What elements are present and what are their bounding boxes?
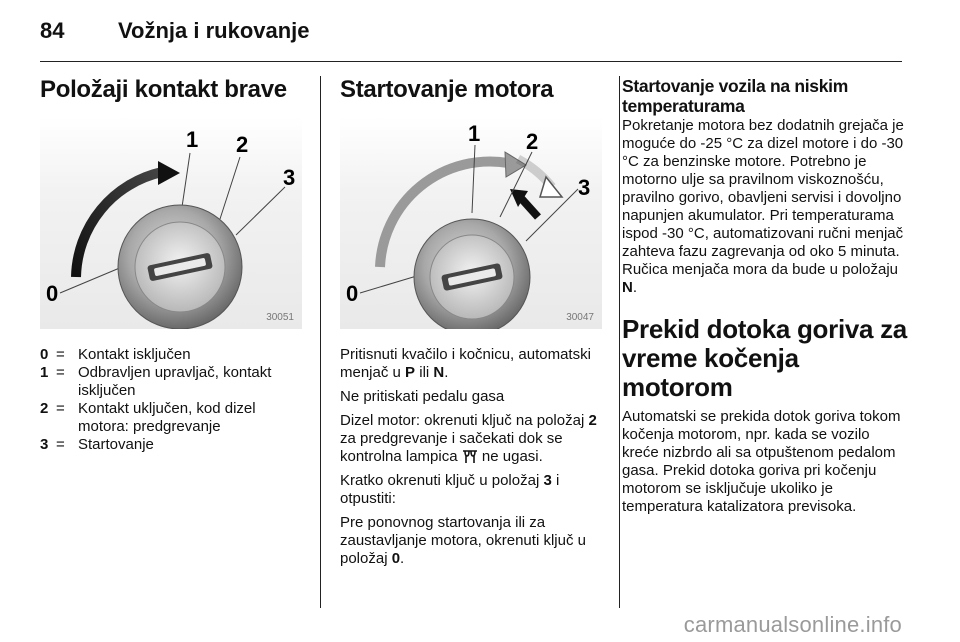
legend-row: 3 = Startovanje [40, 436, 154, 453]
paragraph: Pokretanje motora bez dodatnih grejača je moguće do -25 °C za dizel motore i do -30 °C za benzinske motore. Potrebno je motorno ulje sa pravilnom viskoznošću, pravilno gorivo, obavljeni servisi i dovoljno napunjen akumulator. Pri temperaturama ispod -30 °C, automatizovani ručni menjač zahteva fazu zagrevanja od oko 5 minuta. Ručica menjača mora da bude u položaju N. [622, 117, 904, 296]
position-label-3: 3 [283, 165, 296, 190]
glow-plug-lamp-icon [462, 450, 478, 464]
start-lock-illustration [340, 117, 602, 329]
position-label-0: 0 [46, 281, 59, 306]
section-title: Položaji kontakt brave [40, 76, 287, 103]
position-label-3: 3 [578, 175, 591, 200]
ignition-figure [40, 117, 302, 329]
column-divider-1 [320, 76, 321, 608]
paragraph: Automatski se prekida dotok goriva tokom kočenja motorom, npr. kada se vozilo kreće nizbrdo ali sa otpuštenom pedalom gasa. Prekid dotoka goriva pri kočenju motorom se isključuje ukoliko je temperatura katalizatora previsoka. [622, 408, 901, 515]
paragraph: Dizel motor: okrenuti ključ na položaj 2 za predgrevanje i sačekati dok se kontrolna lampica ne ugasi. [340, 412, 597, 465]
column-ignition-positions [40, 76, 302, 454]
page-header [40, 18, 310, 48]
column-engine-start [340, 76, 602, 574]
figure-code: 30047 [566, 312, 594, 323]
fuel-cutoff-body [622, 408, 907, 516]
position-label-1: 1 [186, 127, 199, 152]
position-label-2: 2 [526, 129, 539, 154]
paragraph: Pritisnuti kvačilo i kočnicu, automatski menjač u P ili N. [340, 346, 591, 381]
legend-row: 2 = Kontakt uključen, kod dizel motora: predgrevanje [40, 400, 256, 435]
page-number: 84 [40, 18, 65, 43]
column-divider-2 [619, 76, 620, 608]
section-title: Prekid dotoka goriva za vreme kočenja motorom [622, 314, 907, 402]
start-figure [340, 117, 602, 329]
column-low-temperature [622, 76, 907, 522]
paragraph: Ne pritiskati pedalu gasa [340, 388, 505, 405]
start-body [340, 346, 602, 568]
legend-row: 0 = Kontakt isključen [40, 346, 191, 363]
legend-row: 1 = Odbravljen upravljač, kontakt isključen [40, 364, 272, 399]
position-label-0: 0 [346, 281, 359, 306]
paragraph: Kratko okrenuti ključ u položaj 3 i otpustiti: [340, 472, 560, 507]
paragraph: Pre ponovnog startovanja ili za zaustavljanje motora, okrenuti ključ u položaj 0. [340, 514, 586, 567]
position-legend [40, 346, 302, 454]
low-temp-body [622, 117, 907, 297]
section-title: Startovanje motora [340, 76, 554, 103]
subsection-title: Startovanje vozila na niskim temperaturama [622, 76, 848, 116]
ignition-lock-illustration [40, 117, 302, 329]
arrow-head-icon [158, 161, 180, 185]
header-rule [40, 61, 902, 62]
figure-code: 30051 [266, 312, 294, 323]
position-label-2: 2 [236, 132, 249, 157]
running-title: Vožnja i rukovanje [118, 18, 310, 43]
watermark: carmanualsonline.info [683, 612, 902, 637]
position-label-1: 1 [468, 121, 481, 146]
